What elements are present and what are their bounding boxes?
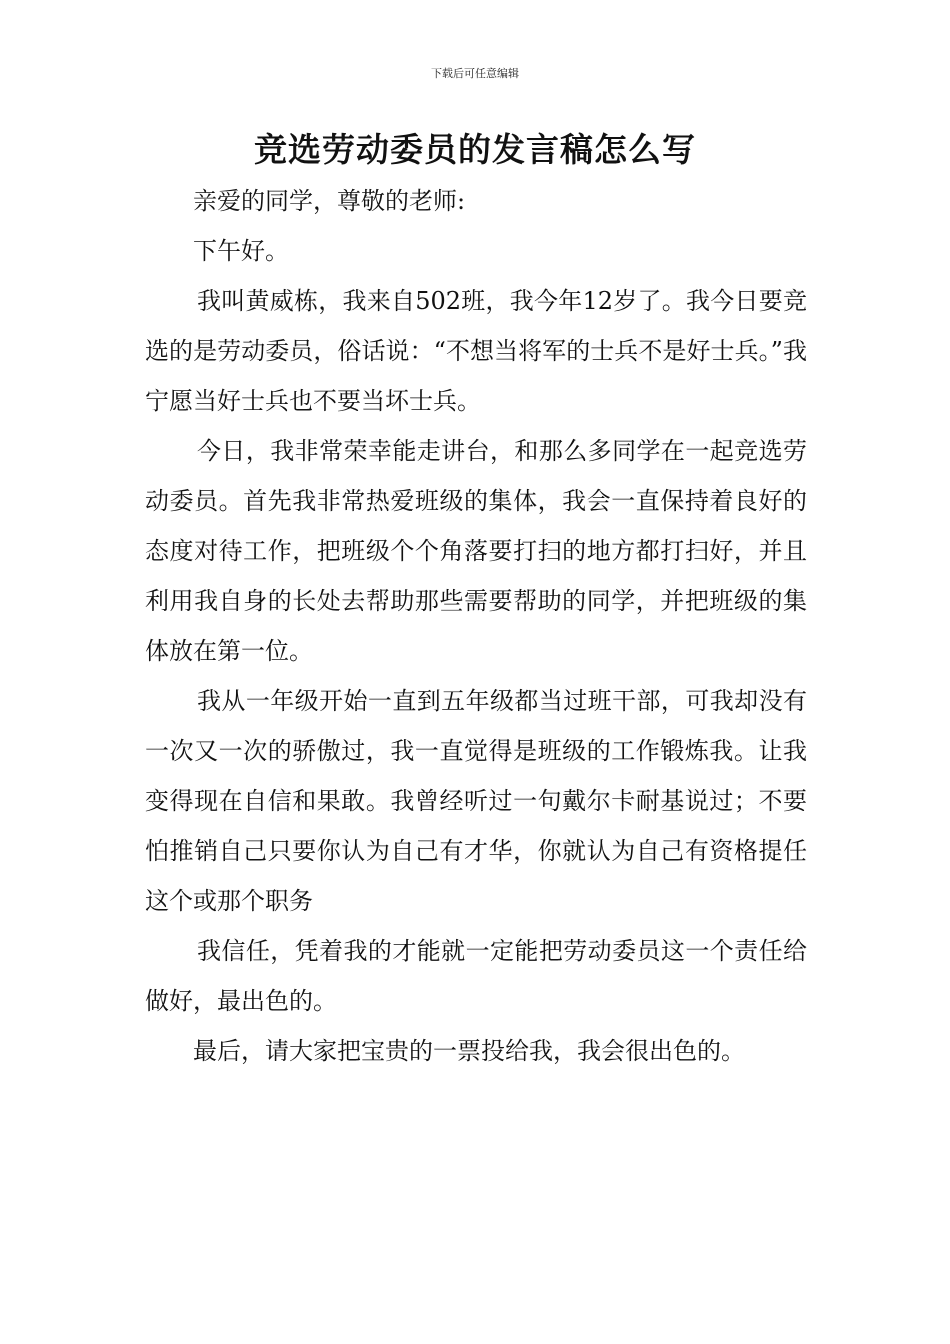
paragraph-3: 我从一年级开始一直到五年级都当过班干部，可我却没有一次又一次的骄傲过，我一直觉得是班级的工作锻炼我。让我变得现在自信和果敢。我曾经听过一句戴尔卡耐基说过；不要怕推销自己只要你认为自己有才华，你就认为自己有资格提任这个或那个职务 <box>145 687 807 915</box>
paragraph-2: 今日，我非常荣幸能走讲台，和那么多同学在一起竞选劳动委员。首先我非常热爱班级的集体，我会一直保持着良好的态度对待工作，把班级个个角落要打扫的地方都打扫好，并且利用我自身的长处去帮助那些需要帮助的同学，并把班级的集体放在第一位。 <box>145 437 807 665</box>
paragraph-1: 我叫黄威栋，我来自502班，我今年12岁了。我今日要竞选的是劳动委员，俗话说：“不想当将军的士兵不是好士兵。”我宁愿当好士兵也不要当坏士兵。 <box>145 287 807 415</box>
paragraph-4: 我信任，凭着我的才能就一定能把劳动委员这一个责任给做好，最出色的。 <box>145 937 807 1015</box>
document-title: 竞选劳动委员的发言稿怎么写 <box>254 130 696 169</box>
greeting: 下午好。 <box>193 237 289 265</box>
salutation: 亲爱的同学，尊敬的老师: <box>193 187 466 215</box>
document-body <box>145 176 807 1076</box>
closing: 最后，请大家把宝贵的一票投给我，我会很出色的。 <box>193 1037 745 1065</box>
header-note: 下载后可任意编辑 <box>431 67 519 80</box>
